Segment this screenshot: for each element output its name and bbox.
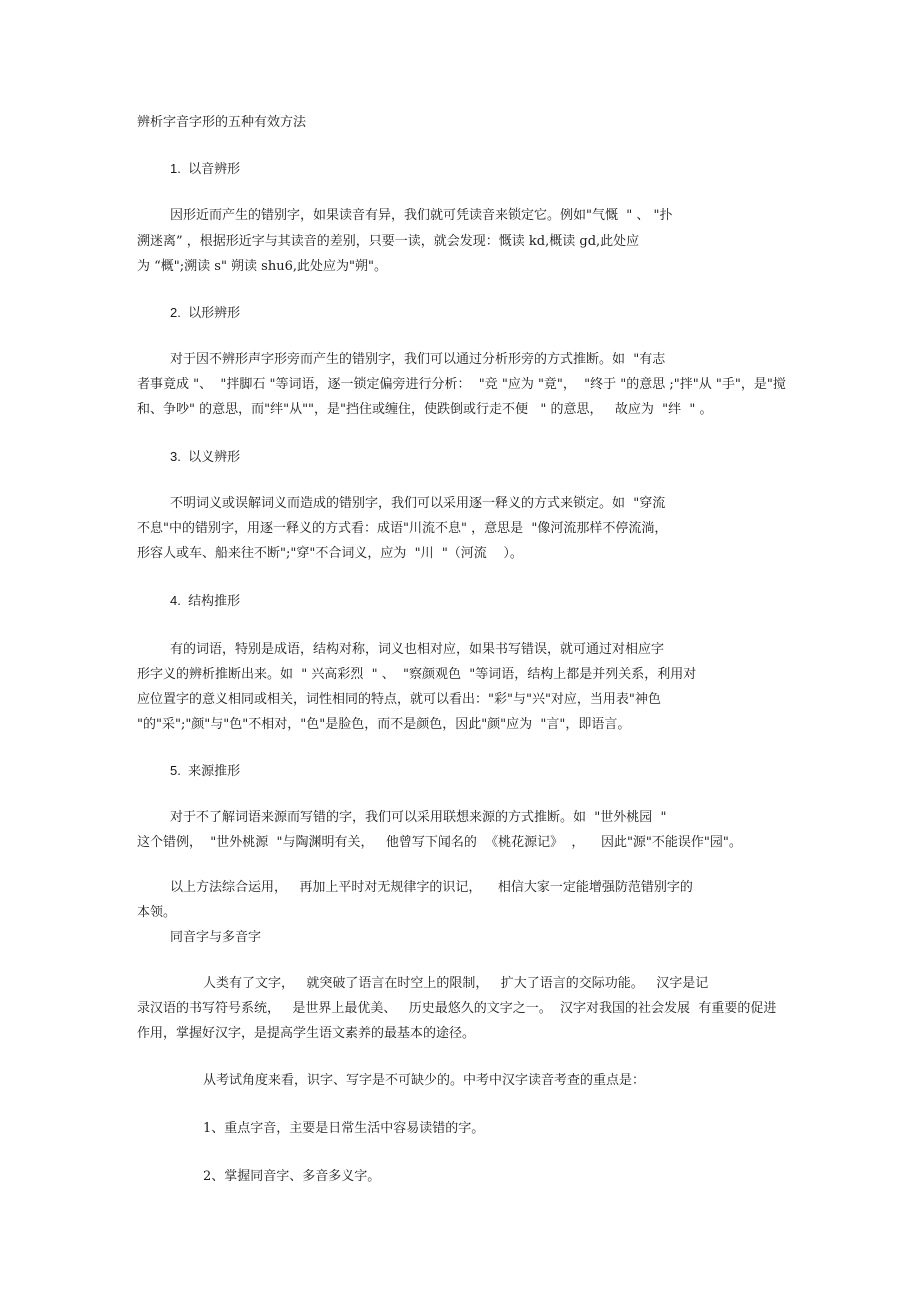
summary-line: 本领。 xyxy=(137,905,177,920)
section-heading: 1. 以音辨形 xyxy=(170,161,241,176)
body-line: 形字义的辨析推断出来。如 " 兴高彩烈 " 、 "察颜观色 "等词语，结构上都是并列关系，利用对 xyxy=(137,667,697,682)
exam-line: 从考试角度来看，识字、写字是不可缺少的。中考中汉字读音考查的重点是： xyxy=(203,1073,646,1088)
section-heading: 3. 以义辨形 xyxy=(170,449,241,464)
intro-line: 录汉语的书写符号系统， 是世界上最优美、 历史最悠久的文字之一。 汉字对我国的社会发展 有重要的促进 xyxy=(137,1001,777,1016)
section-heading: 5. 来源推形 xyxy=(170,763,241,778)
body-line: "的"采";"颜"与"色"不相对，"色"是脸色，而不是颜色，因此"颜"应为 "言"，即语言。 xyxy=(137,717,631,732)
body-line: 应位置字的意义相同或相关，词性相同的特点，就可以看出："彩"与"兴"对应，当用表"神色 xyxy=(137,692,661,707)
body-line: 和、争吵" 的意思，而"绊"从""，是"挡住或缠住，使跌倒或行走不便 " 的意思， 故应为 "绊 " 。 xyxy=(137,402,713,417)
body-line: 有的词语，特别是成语，结构对称，词义也相对应，如果书写错误，就可通过对相应字 xyxy=(170,642,665,657)
body-line: 不明词义或误解词义而造成的错别字，我们可以采用逐一释义的方式来锁定。如 "穿流 xyxy=(170,496,666,511)
intro-line: 作用，掌握好汉字，是提高学生语文素养的最基本的途径。 xyxy=(137,1026,476,1041)
body-line: 不息"中的错别字，用逐一释义的方式看：成语"川流不息" ，意思是 "像河流那样不停流淌， xyxy=(137,521,668,536)
body-line: 为 “概";溯读 s" 朔读 shu6,此处应为"朔"。 xyxy=(137,259,387,274)
section-heading: 4. 结构推形 xyxy=(170,593,241,608)
document-title: 辨析字音字形的五种有效方法 xyxy=(137,115,307,130)
summary-line: 以上方法综合运用， 再加上平时对无规律字的识记， 相信大家一定能增强防范错别字的 xyxy=(170,880,693,895)
body-line: 形容人或车、船来往不断";"穿"不合词义，应为 "川 "（河流 ）。 xyxy=(137,546,523,561)
body-line: 对于不了解词语来源而写错的字，我们可以采用联想来源的方式推断。如 "世外桃园 " xyxy=(170,810,667,825)
body-line: 者事竟成 "、 "拌脚石 "等词语，逐一锁定偏旁进行分析： "竞 "应为 "竟"， "终于 "的意思 ;"拌"从 "手"，是"搅 xyxy=(137,377,786,392)
intro-line: 人类有了文字， 就突破了语言在时空上的限制， 扩大了语言的交际功能。 汉字是记 xyxy=(203,976,709,991)
second-title: 同音字与多音字 xyxy=(170,930,262,945)
body-line: 溯迷离” ，根据形近字与其读音的差别，只要一读，就会发现：慨读 kd,概读 gd,此处应 xyxy=(137,234,640,249)
point-item: 2、掌握同音字、多音多义字。 xyxy=(203,1169,381,1184)
section-heading: 2. 以形辨形 xyxy=(170,305,241,320)
body-line: 这个错例， "世外桃源 "与陶渊明有关， 他曾写下闻名的 《桃花源记》 ， 因此"源"不能误作"园"。 xyxy=(137,835,742,850)
body-line: 因形近而产生的错别字，如果读音有异，我们就可凭读音来锁定它。例如"气慨 " 、 "扑 xyxy=(170,208,673,223)
point-item: 1、重点字音，主要是日常生活中容易读错的字。 xyxy=(203,1121,485,1136)
body-line: 对于因不辨形声字形旁而产生的错别字，我们可以通过分析形旁的方式推断。如 "有志 xyxy=(170,352,666,367)
